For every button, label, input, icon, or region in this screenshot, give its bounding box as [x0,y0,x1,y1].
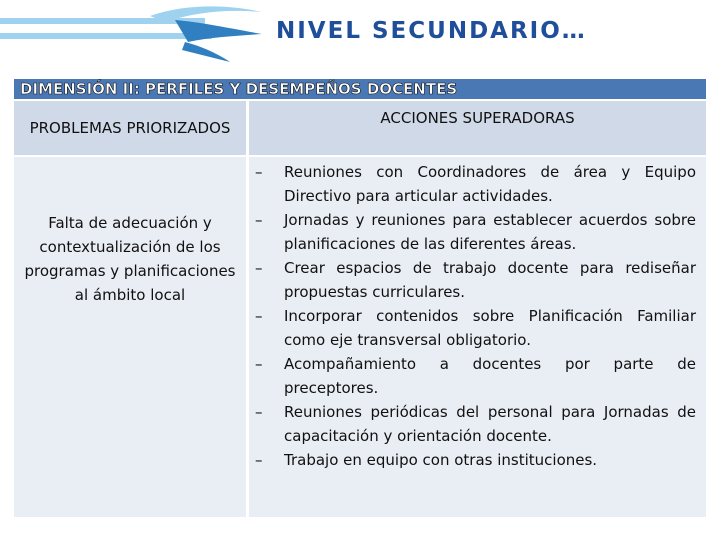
logo-wing [175,20,262,42]
dimension-title: DIMENSIÓN II: PERFILES Y DESEMPEÑOS DOCENTES [20,80,458,98]
airplane-swoosh-logo [0,0,270,70]
problem-cell [14,157,246,517]
actions-header-label: ACCIONES SUPERADORAS [380,109,575,127]
problems-column-header [14,101,246,155]
problems-header-label: PROBLEMAS PRIORIZADOS [29,118,231,137]
action-item [249,448,706,472]
actions-list [249,160,706,472]
action-text: Crear espacios de trabajo docente para rediseñar propuestas curriculares. [284,259,696,301]
dimension-header-bar [14,79,706,99]
action-text: Reuniones periódicas del personal para Jornadas de capacitación y orientación docente. [284,403,696,445]
dash-bullet: – [255,307,263,325]
action-text: Reuniones con Coordinadores de área y Equipo Directivo para articular actividades. [284,163,696,205]
action-item [249,160,706,208]
dash-bullet: – [255,451,263,469]
action-text: Trabajo en equipo con otras instituciones. [284,451,598,469]
action-item [249,304,706,352]
action-text: Acompañamiento a docentes por parte de preceptores. [284,355,696,397]
dash-bullet: – [255,259,263,277]
logo-tail [182,42,230,62]
dash-bullet: – [255,163,263,181]
dash-bullet: – [255,355,263,373]
dash-bullet: – [255,403,263,421]
action-text: Jornadas y reuniones para establecer acuerdos sobre planificaciones de las diferentes áreas. [284,211,696,253]
slide-title: NIVEL SECUNDARIO… [276,18,587,44]
actions-column-header [249,101,706,155]
problem-text: Falta de adecuación y contextualización de los programas y planificaciones al ámbito local [24,214,236,304]
action-item [249,208,706,256]
logo-bar-upper [0,18,205,24]
dimension-table [14,79,706,517]
logo-bar-lower [0,33,212,39]
dash-bullet: – [255,211,263,229]
action-item [249,256,706,304]
action-text: Incorporar contenidos sobre Planificación Familiar como eje transversal obligatorio. [284,307,696,349]
action-item [249,400,706,448]
action-item [249,352,706,400]
actions-cell [249,157,706,517]
